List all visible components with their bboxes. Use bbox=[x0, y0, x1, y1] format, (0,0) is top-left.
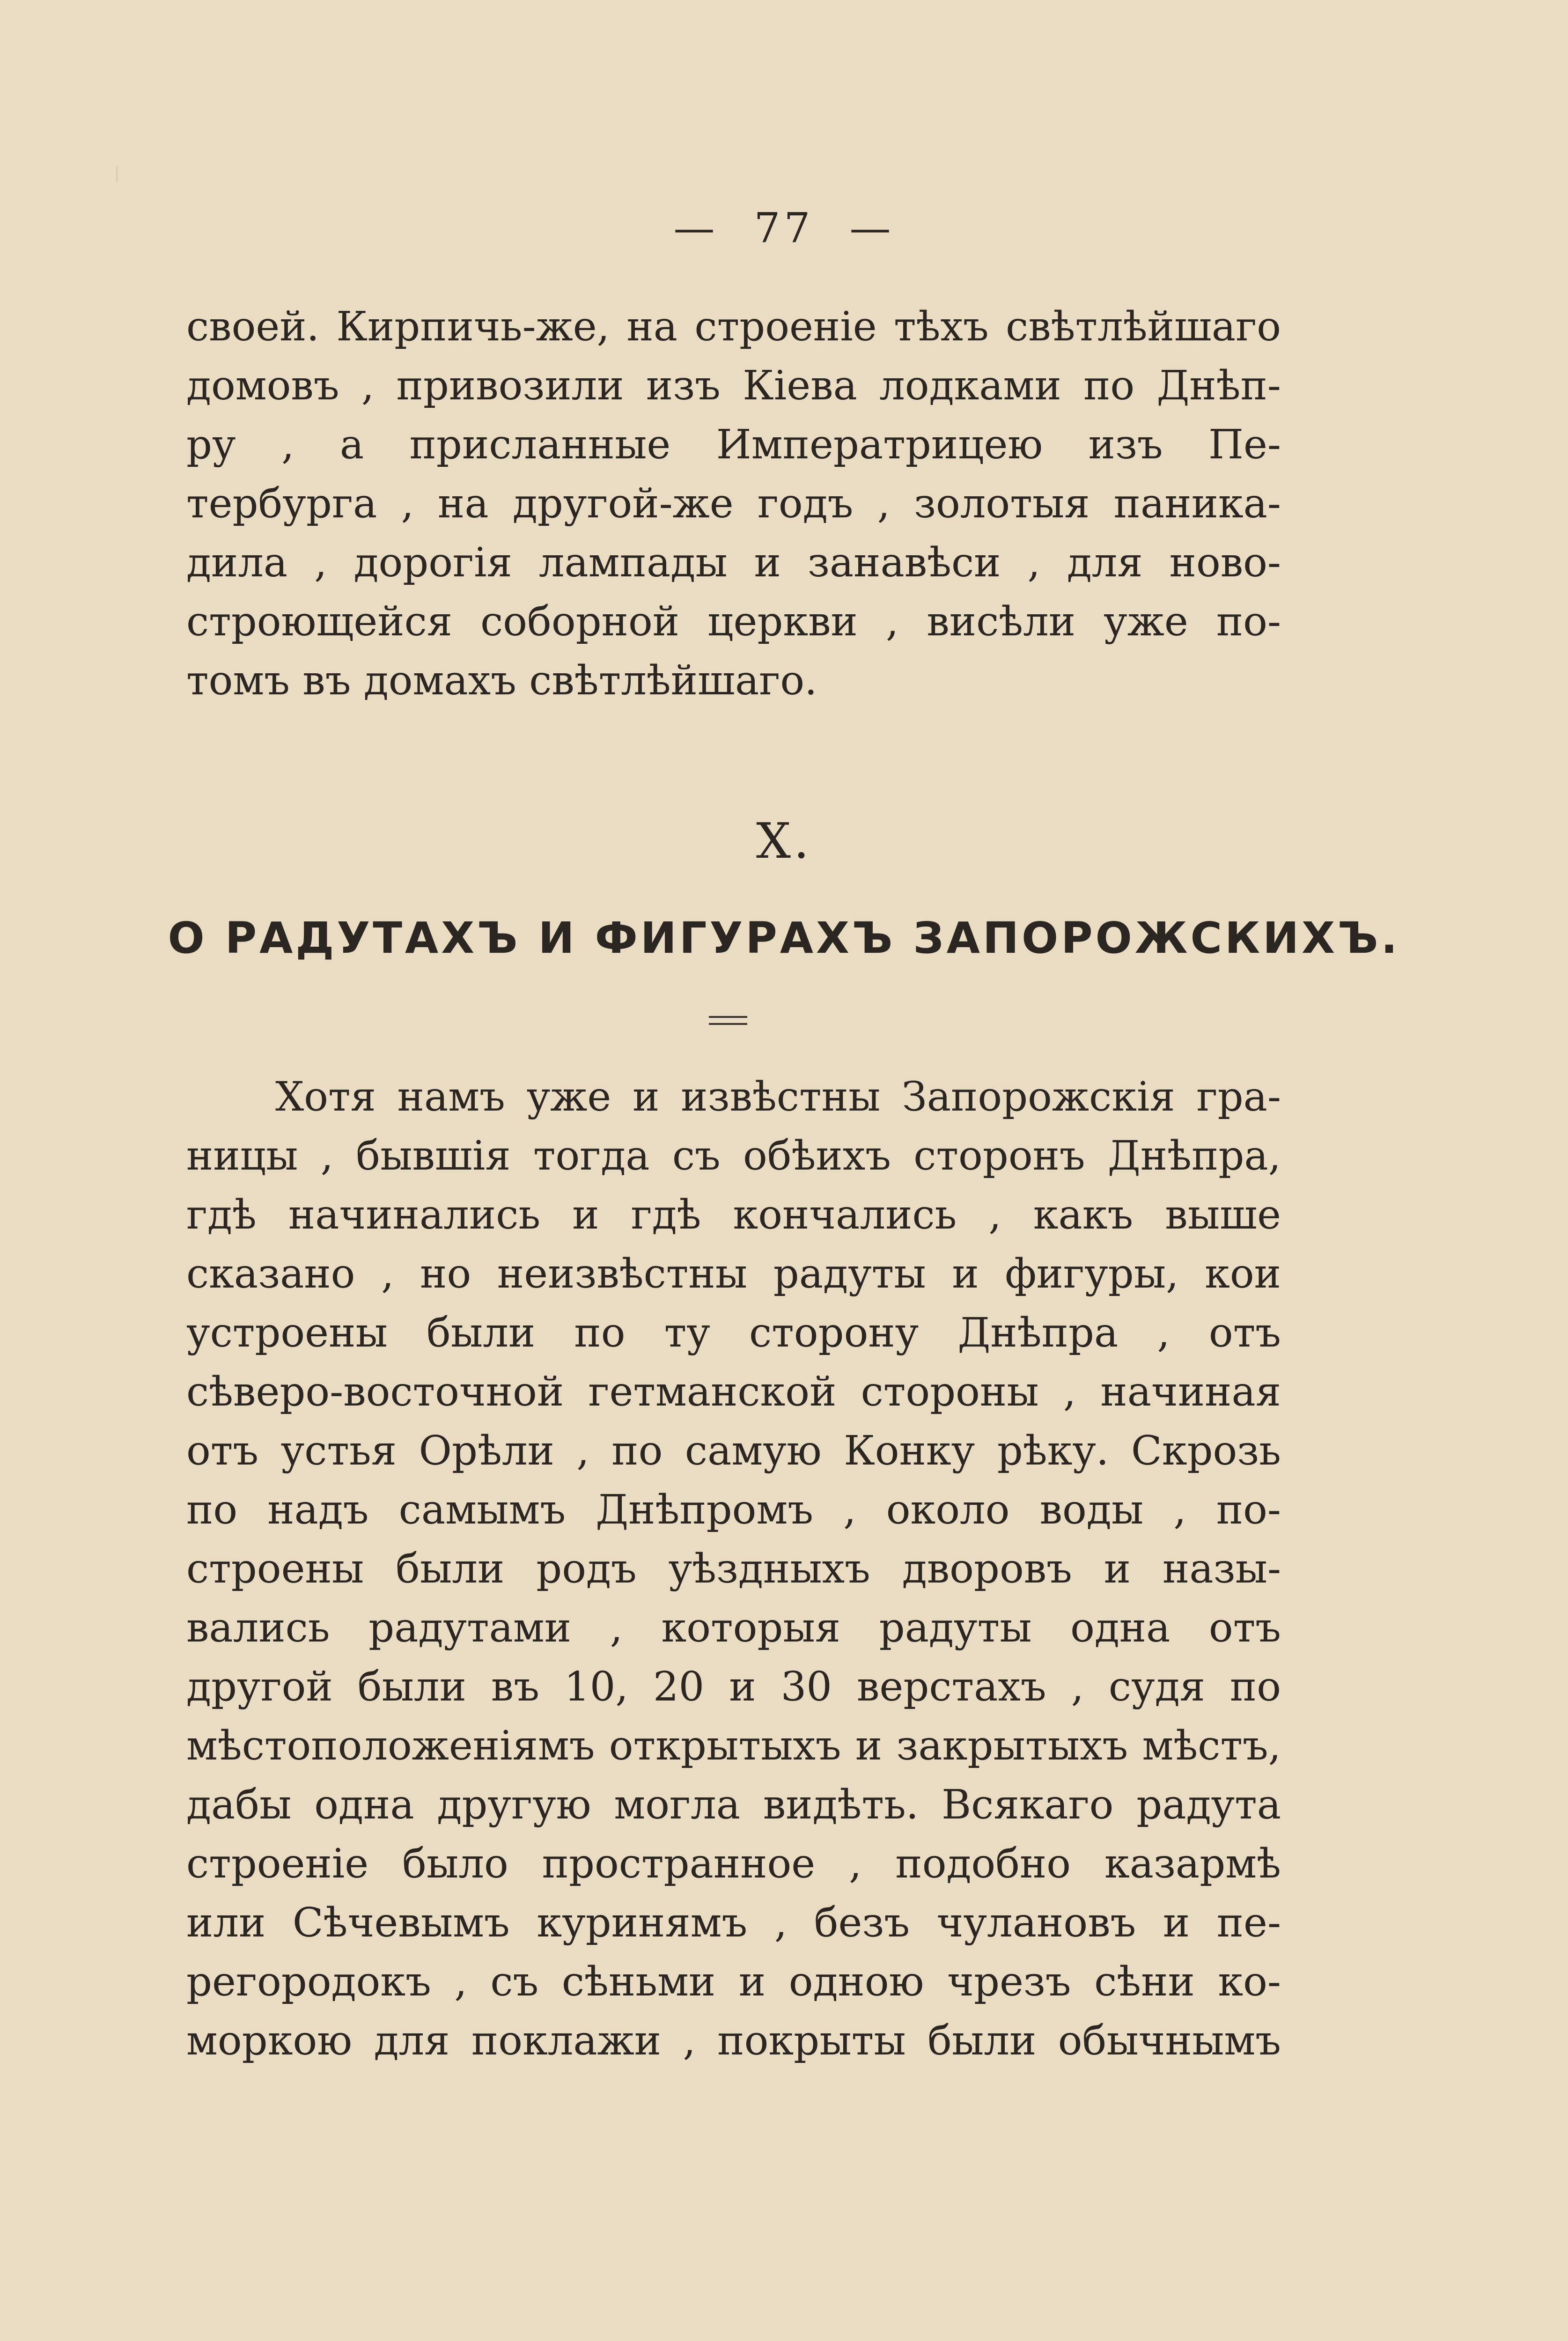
text-line: устроены были по ту сторону Днѣпра , отъ bbox=[186, 1310, 1281, 1356]
text-line: регородокъ , съ сѣньми и одною чрезъ сѣни ко- bbox=[186, 1958, 1281, 2005]
text-line: дила , дорогія лампады и занавѣси , для ново- bbox=[186, 539, 1281, 586]
page-number: — 77 — bbox=[673, 204, 895, 252]
text-line: Хотя намъ уже и извѣстны Запорожскія гра- bbox=[275, 1074, 1281, 1120]
text-line: или Сѣчевымъ куринямъ , безъ чулановъ и пе- bbox=[186, 1899, 1281, 1946]
text-line: сѣверо-восточной гетманской стороны , начиная bbox=[186, 1369, 1281, 1415]
text-line: строющейся соборной церкви , висѣли уже по- bbox=[186, 598, 1281, 645]
text-line: вались радутами , которыя радуты одна отъ bbox=[186, 1605, 1281, 1651]
text-line: моркою для поклажи , покрыты были обычнымъ bbox=[186, 2017, 1281, 2064]
text-line: строеніе было пространное , подобно казармѣ bbox=[186, 1840, 1281, 1887]
text-line: домовъ , привозили изъ Кіева лодками по Днѣп- bbox=[186, 362, 1281, 409]
text-line: своей. Кирпичь-же, на строеніе тѣхъ свѣтлѣйшаго bbox=[186, 303, 1281, 350]
text-line: ницы , бывшія тогда съ обѣихъ сторонъ Днѣпра, bbox=[186, 1133, 1281, 1179]
text-line: тербурга , на другой-же годъ , золотыя паника- bbox=[186, 480, 1281, 527]
scan-speck bbox=[116, 166, 118, 182]
continued-paragraph bbox=[186, 297, 1281, 710]
text-line: другой были въ 10, 20 и 30 верстахъ , судя по bbox=[186, 1664, 1281, 1710]
text-line: ру , а присланные Императрицею изъ Пе- bbox=[186, 421, 1281, 468]
section-paragraph bbox=[186, 1067, 1281, 2070]
text-line: сказано , но неизвѣстны радуты и фигуры, кои bbox=[186, 1251, 1281, 1297]
text-line: по надъ самымъ Днѣпромъ , около воды , по- bbox=[186, 1487, 1281, 1533]
text-line: строены были родъ уѣздныхъ дворовъ и назы- bbox=[186, 1546, 1281, 1592]
text-line: томъ въ домахъ свѣтлѣйшаго. bbox=[186, 657, 817, 704]
title-rule bbox=[709, 1016, 747, 1028]
section-title: О РАДУТАХЪ И ФИГУРАХЪ ЗАПОРОЖСКИХЪ. bbox=[168, 913, 1400, 963]
text-line: гдѣ начинались и гдѣ кончались , какъ выше bbox=[186, 1192, 1281, 1238]
section-number: X. bbox=[756, 812, 812, 869]
text-line: отъ устья Орѣли , по самую Конку рѣку. Скрозь bbox=[186, 1428, 1281, 1474]
text-line: мѣстоположеніямъ открытыхъ и закрытыхъ мѣстъ, bbox=[186, 1723, 1281, 1769]
text-line: дабы одна другую могла видѣть. Всякаго радута bbox=[186, 1782, 1281, 1828]
